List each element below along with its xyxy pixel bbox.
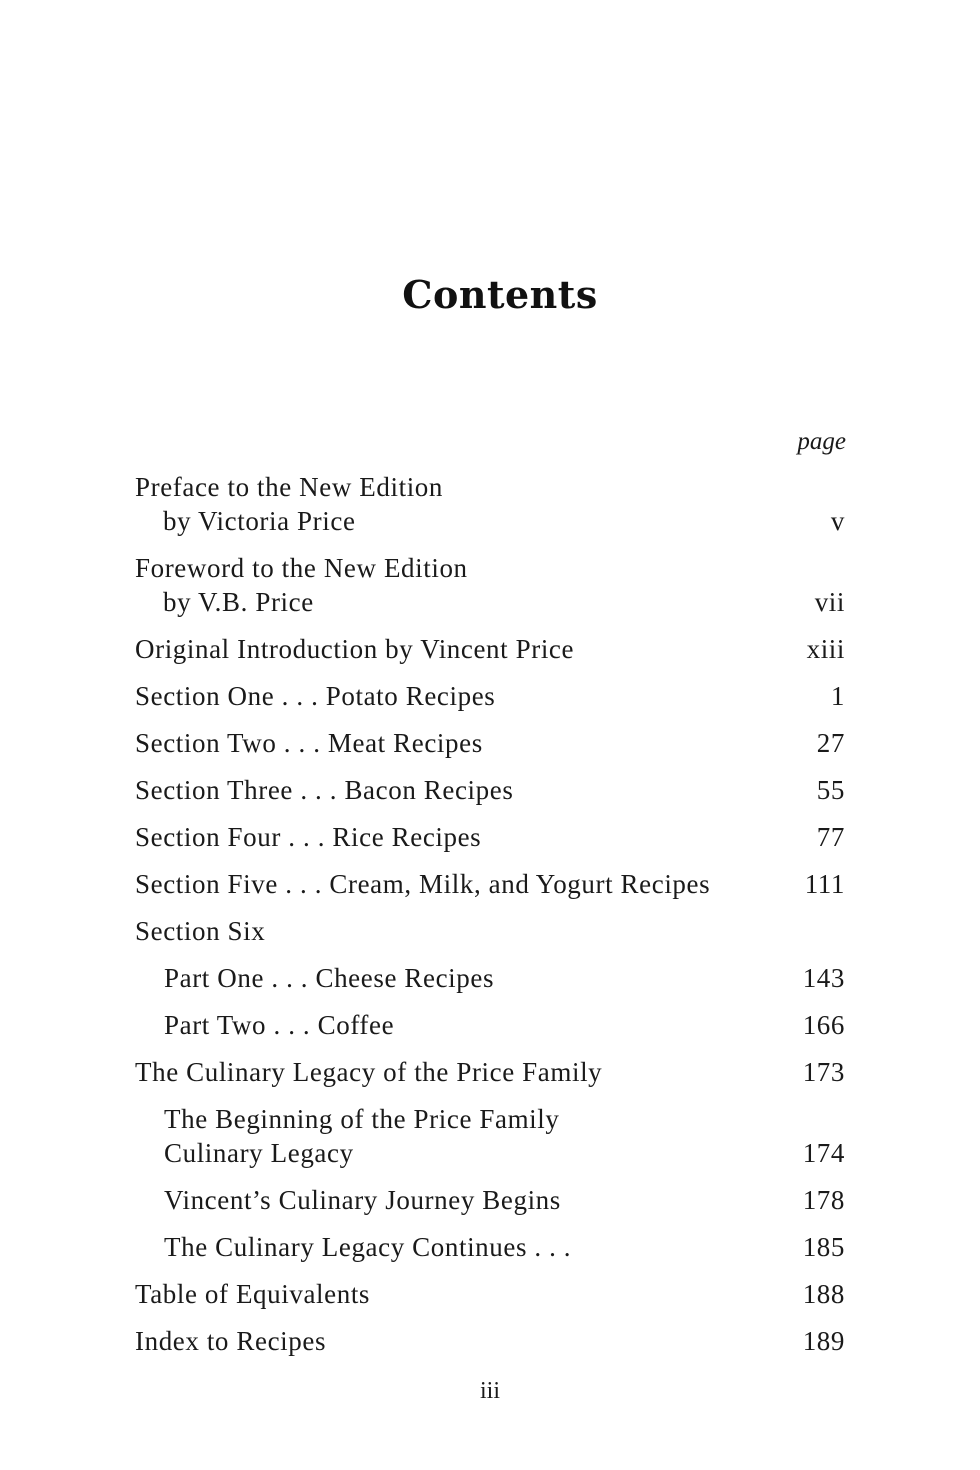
- toc-entry-part-one: [135, 961, 845, 995]
- toc-entry-title: Section Three . . . Bacon Recipes: [135, 775, 514, 805]
- toc-entry-section-six: [135, 914, 845, 948]
- toc-entry-page: 166: [802, 1010, 845, 1040]
- toc-entry-title: The Culinary Legacy of the Price Family: [135, 1057, 603, 1087]
- toc-entry-page: 143: [802, 963, 845, 993]
- toc-entry-foreword: [135, 551, 845, 619]
- toc-entry-page: 178: [802, 1185, 845, 1215]
- page-title: Contents: [402, 272, 598, 317]
- toc-entry-page: 173: [802, 1057, 845, 1087]
- toc-entry-title: Index to Recipes: [135, 1326, 327, 1356]
- toc-entry-section-two: [135, 726, 845, 760]
- toc-entry-legacy-beginning: [135, 1102, 845, 1170]
- toc-entry-culinary-journey: [135, 1183, 845, 1217]
- toc-entry-section-four: [135, 820, 845, 854]
- toc-entry-section-three: [135, 773, 845, 807]
- page-number: iii: [479, 1378, 500, 1404]
- toc-entry-title: Section Two . . . Meat Recipes: [135, 728, 483, 758]
- toc-entry-page: vii: [814, 587, 845, 617]
- toc-entry-index: [135, 1324, 845, 1358]
- toc-entry-page: xiii: [806, 634, 845, 664]
- toc-entry-title: Section One . . . Potato Recipes: [135, 681, 496, 711]
- toc-entry-page: 185: [802, 1232, 845, 1262]
- toc-entry-title: Table of Equivalents: [135, 1279, 371, 1309]
- toc-entry-part-two: [135, 1008, 845, 1042]
- toc-entry-title: Part One . . . Cheese Recipes: [164, 963, 495, 993]
- toc-entry-subtitle: by Victoria Price: [163, 506, 356, 536]
- toc-entry-page: 188: [802, 1279, 845, 1309]
- toc-entry-title-continued: Culinary Legacy: [164, 1138, 354, 1168]
- toc-entry-page: 111: [804, 869, 845, 899]
- toc-entry-title: Part Two . . . Coffee: [164, 1010, 395, 1040]
- toc-entry-title: Section Five . . . Cream, Milk, and Yogurt Recipes: [135, 869, 711, 899]
- toc-entry-title: The Culinary Legacy Continues . . .: [164, 1232, 572, 1262]
- toc-entry-legacy-continues: [135, 1230, 845, 1264]
- toc-entry-page: 27: [816, 728, 845, 758]
- toc-entry-page: 174: [802, 1138, 845, 1168]
- page-column-header: page: [797, 428, 846, 455]
- toc-entry-introduction: [135, 632, 845, 666]
- toc-entry-title: Section Four . . . Rice Recipes: [135, 822, 482, 852]
- table-of-contents: [135, 470, 845, 1371]
- toc-entry-equivalents: [135, 1277, 845, 1311]
- toc-entry-page: 189: [802, 1326, 845, 1356]
- toc-entry-preface: [135, 470, 845, 538]
- toc-entry-section-one: [135, 679, 845, 713]
- toc-entry-title: Vincent’s Culinary Journey Begins: [164, 1185, 561, 1215]
- toc-entry-culinary-legacy: [135, 1055, 845, 1089]
- toc-entry-title: Section Six: [135, 916, 266, 946]
- toc-entry-page: 77: [816, 822, 845, 852]
- toc-entry-title: Original Introduction by Vincent Price: [135, 634, 575, 664]
- toc-entry-page: v: [830, 506, 845, 536]
- toc-entry-title: The Beginning of the Price Family: [164, 1104, 560, 1134]
- toc-entry-title: Foreword to the New Edition: [135, 553, 468, 583]
- toc-entry-title: Preface to the New Edition: [135, 472, 443, 502]
- toc-entry-page: 55: [816, 775, 845, 805]
- toc-entry-page: 1: [830, 681, 845, 711]
- toc-entry-section-five: [135, 867, 845, 901]
- toc-entry-subtitle: by V.B. Price: [163, 587, 314, 617]
